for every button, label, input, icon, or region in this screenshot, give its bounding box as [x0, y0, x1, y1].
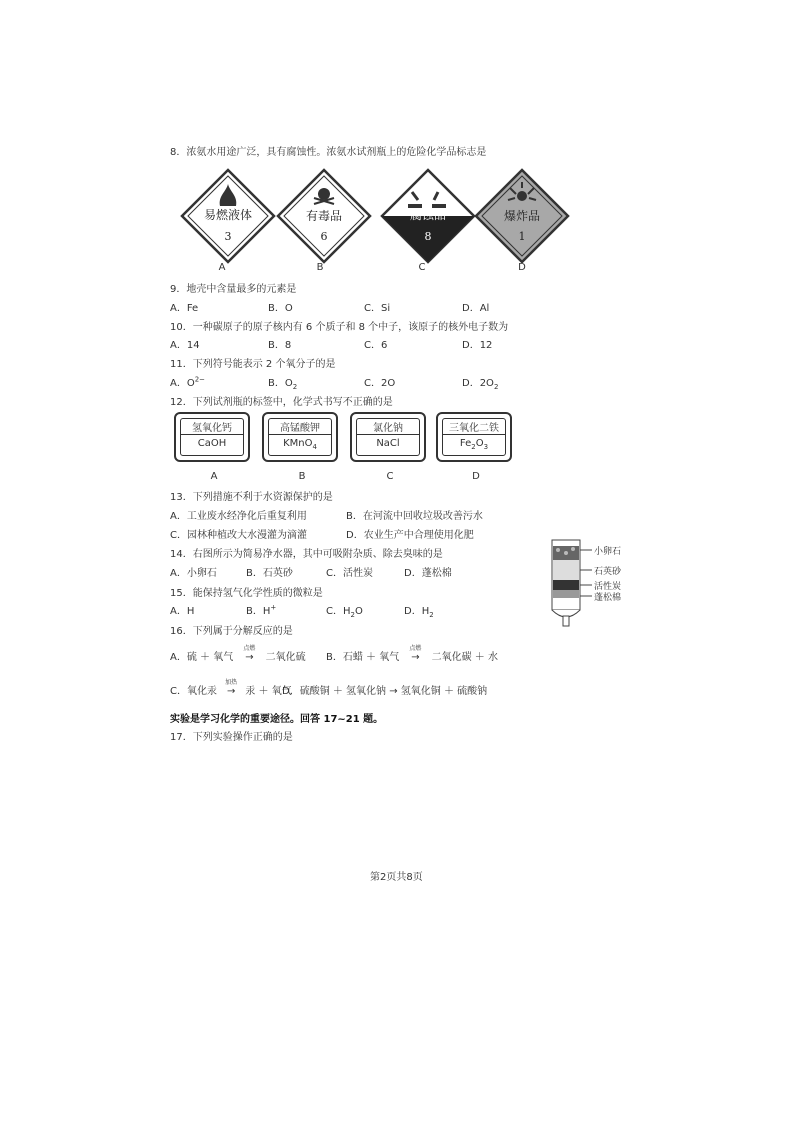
carbon-layer: [553, 580, 579, 590]
filter-label: 小卵石: [594, 547, 622, 557]
option-letter: C: [386, 471, 394, 482]
option-b: B．$O_2$: [268, 378, 298, 391]
reagent-label-c: 氯化钠 NaCl: [350, 412, 426, 462]
page-footer: 第2页共8页: [370, 872, 423, 883]
option-letter: C: [418, 262, 426, 273]
option-d: D．农业生产中合理使用化肥: [346, 530, 474, 541]
question-14: 14．右图所示为简易净水器，其中可吸附杂质、除去臭味的是: [170, 549, 443, 560]
question-12: 12．下列试剂瓶的标签中，化学式书写不正确的是: [170, 397, 393, 408]
option-letter: D: [472, 471, 480, 482]
option-b: B．O: [268, 303, 293, 314]
option-c: C．Si: [364, 303, 391, 314]
svg-text:8: 8: [424, 230, 432, 243]
option-b: B．石英砂: [246, 568, 293, 579]
reagent-label-b: 高锰酸钾 KMnO$_4$: [262, 412, 338, 462]
option-b: B．石蜡 ＋ 氧气 点燃 → 二氧化碳 ＋ 水: [326, 645, 498, 663]
svg-text:爆炸品: 爆炸品: [503, 209, 541, 223]
filter-label: 蓬松棉: [594, 593, 622, 603]
option-letter: D: [518, 262, 526, 273]
question-13: 13．下列措施不利于水资源保护的是: [170, 492, 333, 503]
section-heading: 实验是学习化学的重要途径。回答 17~21 题。: [170, 714, 384, 725]
option-c: C．活性炭: [326, 568, 373, 579]
option-letter: A: [218, 262, 226, 273]
option-b: B．在河流中回收垃圾改善污水: [346, 511, 483, 522]
option-a: A．硫 ＋ 氧气 点燃 → 二氧化硫: [170, 645, 306, 663]
option-c: C．6: [364, 340, 388, 351]
question-9: 9．地壳中含量最多的元素是: [170, 284, 297, 295]
sign-label-a: 易燃液体: [203, 208, 253, 222]
svg-text:腐蚀品: 腐蚀品: [409, 208, 447, 222]
svg-text:有毒品: 有毒品: [305, 209, 343, 223]
option-letter: B: [298, 471, 306, 482]
option-c: C．园林种植改大水漫灌为滴灌: [170, 530, 307, 541]
option-b: B．8: [268, 340, 292, 351]
cotton-layer: [553, 590, 579, 598]
question-17: 17．下列实验操作正确的是: [170, 732, 293, 743]
question-11: 11．下列符号能表示 2 个氧分子的是: [170, 359, 336, 370]
corrosive-sign: [378, 166, 478, 266]
option-c: C．2O: [364, 378, 396, 389]
filter-label: 活性炭: [594, 582, 622, 592]
flammable-liquid-sign: [178, 166, 278, 266]
option-a: A．H: [170, 606, 195, 617]
question-8: 8．浓氨水用途广泛，具有腐蚀性。浓氨水试剂瓶上的危险化学品标志是: [170, 147, 487, 158]
option-d: D．硫酸铜 ＋ 氢氧化钠 → 氢氧化铜 ＋ 硫酸钠: [282, 686, 488, 697]
svg-text:1: 1: [518, 230, 526, 243]
question-15: 15．能保持氢气化学性质的微粒是: [170, 588, 323, 599]
option-d: D．Al: [462, 303, 490, 314]
skull-icon: [318, 188, 330, 200]
option-a: A．14: [170, 340, 200, 351]
option-b: B．H+: [246, 603, 277, 617]
explosive-sign: [472, 166, 572, 266]
option-d: D．12: [462, 340, 493, 351]
filter-label: 石英砂: [594, 567, 622, 577]
question-10: 10．一种碳原子的原子核内有 6 个质子和 8 个中子，该原子的核外电子数为: [170, 322, 509, 333]
option-a: A．Fe: [170, 303, 199, 314]
svg-text:3: 3: [224, 230, 232, 243]
option-letter: A: [210, 471, 218, 482]
reagent-label-d: 三氧化二铁 $Fe_2O_3$: [436, 412, 512, 462]
option-d: D．$H_2$: [404, 606, 434, 619]
sand-layer: [553, 560, 579, 580]
explosion-icon: [517, 191, 527, 201]
toxic-sign: [274, 166, 374, 266]
option-d: D．$2O_2$: [462, 378, 499, 391]
svg-text:6: 6: [320, 230, 328, 243]
option-a: A．小卵石: [170, 568, 217, 579]
reagent-label-a: 氢氧化钙 CaOH: [174, 412, 250, 462]
option-c: C．氧化汞 加热 → 汞 ＋ 氧气: [170, 679, 292, 697]
option-c: C．$H_2O$: [326, 606, 363, 619]
option-a: A．$O^{2-}$: [170, 375, 206, 389]
option-d: D．蓬松棉: [404, 568, 452, 579]
question-16: 16．下列属于分解反应的是: [170, 626, 293, 637]
option-letter: B: [316, 262, 324, 273]
option-a: A．工业废水经净化后重复利用: [170, 511, 307, 522]
